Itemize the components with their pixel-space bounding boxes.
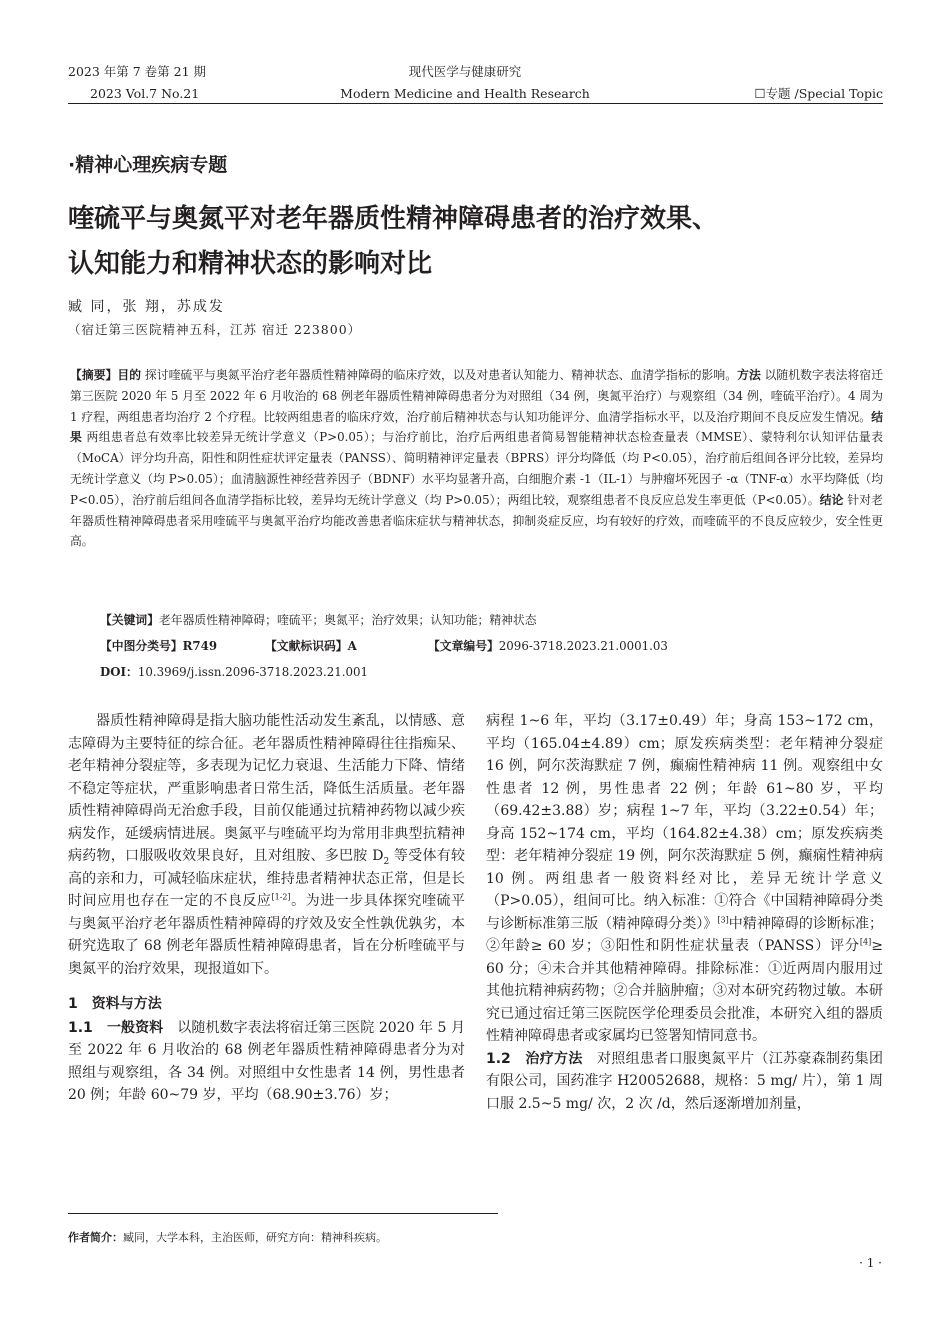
section-1-1-text-c: 中精神障碍的诊断标准；②年龄≥ 60 岁；③阳性和阴性症状量表（PANSS）评分 (486, 915, 884, 954)
section-tag: ·精神心理疾病专题 (68, 154, 228, 176)
clc-number (100, 636, 217, 656)
article-title (68, 197, 883, 287)
body-right-column (486, 710, 883, 1115)
section-1-2-text: 对照组患者口服奥氮平片（江苏豪森制药集团有限公司，国药准字 H20052688，规格：5 mg/ 片），第 1 周口服 2.5~5 mg/ 次，2 次 /d，然后逐渐增加剂量， (486, 1050, 883, 1112)
abstract-label: 【摘要】 (70, 368, 118, 382)
doc-code-value: A (347, 639, 357, 653)
section-1-heading: 1 资料与方法 (68, 996, 162, 1012)
abstract-methods-label: 方法 (737, 368, 761, 382)
affiliation: （宿迁第三医院精神五科，江苏 宿迁 223800） (68, 322, 362, 337)
footnote-label: 作者简介： (68, 1231, 123, 1244)
section-1-1-paragraph (68, 1017, 465, 1107)
abstract (70, 365, 883, 552)
section-1-2-paragraph (486, 1048, 883, 1116)
doi-label: DOI： (100, 665, 138, 679)
header-rule (68, 103, 883, 104)
intro-citation[interactable]: [1-2] (271, 892, 291, 902)
article-number-label: 【文章编号】 (428, 639, 499, 653)
doi-value[interactable]: 10.3969/j.issn.2096-3718.2023.21.001 (137, 665, 369, 679)
intro-subscript: 2 (383, 856, 390, 867)
abstract-objective-label: 目的 (117, 368, 142, 382)
section-1-2-heading: 1.2 治疗方法 (486, 1050, 583, 1067)
intro-text-a: 器质性精神障碍是指大脑功能性活动发生紊乱，以情感、意志障碍为主要特征的综合征。老年器质性精神障碍往往指痴呆、老年精神分裂症等，多表现为记忆力衰退、生活能力下降、情绪不稳定等症状，严重影响患者日常生活，降低生活质量。老年器质性精神障碍尚无治愈手段，目前仅能通过抗精神药物以减少疾病发作，延缓病情进展。奥氮平与喹硫平均为常用非典型抗精神病药物，口服吸收效果良好，且对组胺、多巴胺 D (68, 713, 465, 864)
section-1-1-text-b: 病程 1~6 年，平均（3.17±0.49）年；身高 153~172 cm，平均（165.04±4.89）cm；原发疾病类型：老年精神分裂症 16 例，阿尔茨海默症 7 例，癫痫性精神病 11 例。观察组中女性患者 12 例，男性患者 22 例；年龄 61~80 岁，平均（69.42±3.88）岁；病程 1~7 年，平均（3.22±0.54）年；身高 152~174 cm，平均（164.82±4.38）cm；原发疾病类型：老年精神分裂症 19 例，阿尔茨海默症 5 例，癫痫性精神病 10 例。两组患者一般资料经对比，差异无统计学意义（P>0.05），组间可比。纳入标准：①符合《中国精神障碍分类与诊断标准第三版（精神障碍分类）》 (486, 713, 883, 932)
keywords (100, 610, 537, 630)
citation-3[interactable]: [3] (717, 914, 729, 924)
title-line-2: 认知能力和精神状态的影响对比 (68, 249, 433, 279)
section-1-1-text-a: 以随机数字表法将宿迁第三医院 2020 年 5 月至 2022 年 6 月收治的 68 例老年器质性精神障碍患者分为对照组与观察组，各 34 例。对照组中女性患者 14 例，男性患者 20 例；年龄 60~79 岁，平均（68.90±3.76）岁； (68, 1019, 465, 1103)
clc-value: R749 (182, 639, 218, 653)
header-topic: ☐专题 /Special Topic (754, 86, 883, 101)
header-journal-en: Modern Medicine and Health Research (340, 86, 590, 101)
header-issue-cn: 2023 年第 7 卷第 21 期 (68, 64, 207, 79)
abstract-objective-text: 探讨喹硫平与奥氮平治疗老年器质性精神障碍的临床疗效，以及对患者认知能力、精神状态、血清学指标的影响。 (141, 368, 738, 382)
article-number (428, 636, 668, 656)
section-1-1-continued (486, 710, 883, 1048)
title-line-1: 喹硫平与奥氮平对老年器质性精神障碍患者的治疗效果、 (68, 204, 719, 234)
intro-text-b: 等受体有较高的亲和力，可减轻临床症状，维持患者精神状态正常，但是长时间应用也存在一定的不良反应 (68, 848, 465, 909)
page-number: · 1 · (859, 1256, 882, 1270)
doc-code-label: 【文献标识码】 (265, 639, 348, 653)
footnote-rule (68, 1213, 498, 1214)
citation-4[interactable]: [4] (859, 937, 872, 947)
section-1-1-text-d: ≥ 60 分；④未合并其他精神障碍。排除标准：①近两周内服用过其他抗精神病药物；②合并脑肿瘤；③对本研究药物过敏。本研究已通过宿迁第三医院医学伦理委员会批准，本研究入组的器质性精神障碍患者或家属均已签署知情同意书。 (486, 938, 883, 1044)
abstract-methods-text: 以随机数字表法将宿迁第三医院 2020 年 5 月至 2022 年 6 月收治的 68 例老年器质性精神障碍患者分为对照组（34 例，奥氮平治疗）与观察组（34 例，喹硫平治疗）。4 周为 1 疗程，两组患者均治疗 2 个疗程。比较两组患者的临床疗效，治疗前后精神状态与认知功能评分、血清学指标水平，以及治疗期间不良反应发生情况。 (70, 368, 883, 424)
clc-label: 【中图分类号】 (100, 639, 183, 653)
section-1-1-heading: 1.1 一般资料 (68, 1019, 164, 1036)
authors: 臧 同，张 翔，苏成发 (68, 299, 225, 315)
intro-text-c: 。为进一步具体探究喹硫平与奥氮平治疗老年器质性精神障碍的疗效及安全性孰优孰劣，本研究选取了 68 例老年器质性精神障碍患者，旨在分析喹硫平与奥氮平的治疗效果，现报道如下。 (68, 893, 466, 977)
author-footnote (68, 1229, 387, 1245)
article-number-value: 2096-3718.2023.21.0001.03 (498, 639, 668, 653)
keywords-value: 老年器质性精神障碍；喹硫平；奥氮平；治疗效果；认知功能；精神状态 (159, 613, 537, 627)
footnote-text: 臧同，大学本科，主治医师，研究方向：精神科疾病。 (123, 1231, 387, 1244)
keywords-label: 【关键词】 (100, 613, 159, 627)
abstract-conclusion-label: 结论 (819, 492, 844, 507)
intro-paragraph (68, 710, 465, 980)
header-journal-cn: 现代医学与健康研究 (408, 64, 522, 79)
doc-code (265, 636, 357, 656)
abstract-results-text: 两组患者总有效率比较差异无统计学意义（P>0.05）；与治疗前比，治疗后两组患者简易智能精神状态检查量表（MMSE）、蒙特利尔认知评估量表（MoCA）评分均升高，阳性和阴性症状评定量表（PANSS）、简明精神评定量表（BPRS）评分均降低（均 P<0.05），治疗前后组间各评分比较，差异均无统计学意义（均 P>0.05）；血清脑源性神经营养因子（BDNF）水平均显著升高，白细胞介素 -1（IL-1）与肿瘤坏死因子 -α（TNF-α）水平均降低（均 P<0.05），治疗前后组间各血清学指标比较，差异均无统计学意义（均 P>0.05）；两组比较，观察组患者不良反应总发生率更低（P<0.05）。 (70, 430, 883, 507)
body-left-column (68, 710, 465, 1107)
abstract-conclusion-text: 针对老年器质性精神障碍患者采用喹硫平与奥氮平治疗均能改善患者临床症状与精神状态，抑制炎症反应，均有较好的疗效，而喹硫平的不良反应较少，安全性更高。 (70, 492, 883, 549)
abstract-results-label: 结果 (70, 409, 883, 445)
doi[interactable] (100, 662, 368, 682)
header-issue-en: 2023 Vol.7 No.21 (90, 86, 200, 101)
